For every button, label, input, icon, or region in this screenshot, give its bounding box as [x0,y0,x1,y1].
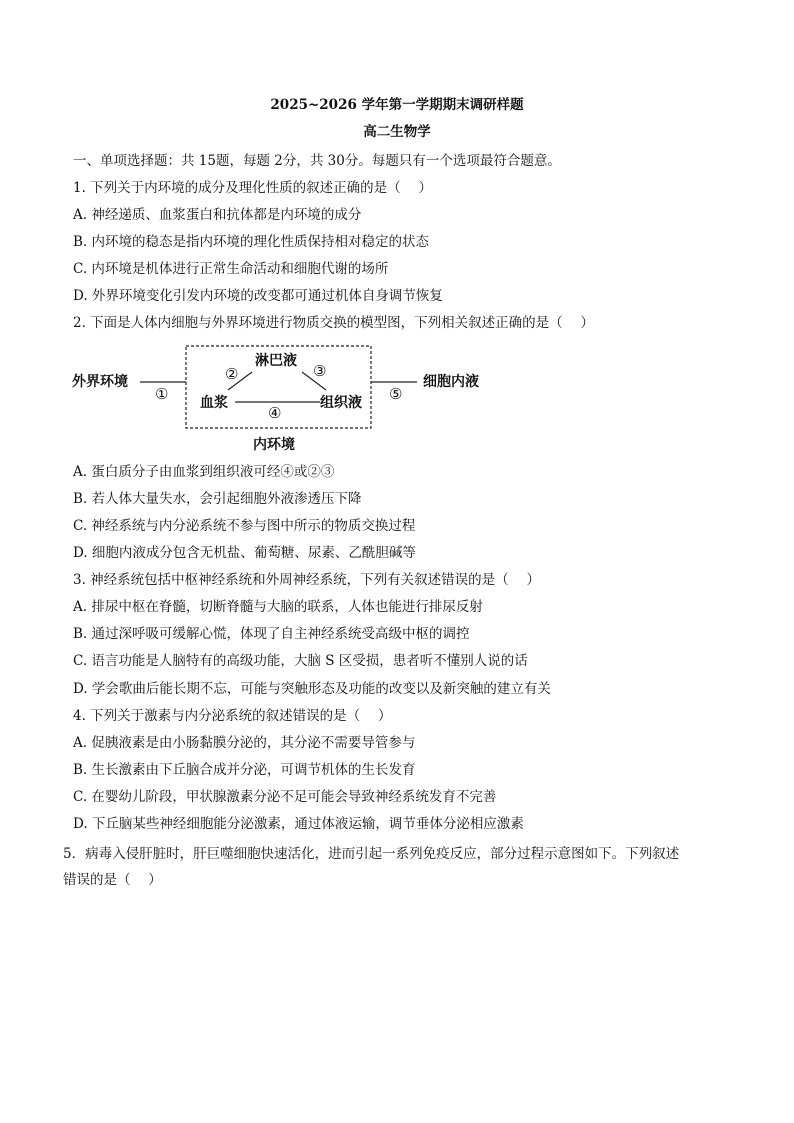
question-1-stem: 1. 下列关于内环境的成分及理化性质的叙述正确的是（ ） [73,180,432,196]
section-heading: 一、单项选择题：共 15题，每题 2分，共 30分。每题只有一个选项最符合题意。 [73,153,561,169]
marker-3: ③ [313,362,327,380]
question-3-option-b: B. 通过深呼吸可缓解心慌，体现了自主神经系统受高级中枢的调控 [73,626,470,642]
question-3-option-d: D. 学会歌曲后能长期不忘，可能与突触形态及功能的改变以及新突触的建立有关 [73,681,551,697]
question-1-option-d: D. 外界环境变化引发内环境的改变都可通过机体自身调节恢复 [73,288,443,304]
question-5-stem-line-1: 5．病毒入侵肝脏时，肝巨噬细胞快速活化，进而引起一系列免疫反应，部分过程示意图如下。下列叙述 [63,846,680,862]
question-1-option-c: C. 内环境是机体进行正常生命活动和细胞代谢的场所 [73,261,389,277]
question-2-option-b: B. 若人体大量失水，会引起细胞外液渗透压下降 [73,491,362,507]
marker-4: ④ [268,404,282,422]
question-2-stem: 2. 下面是人体内细胞与外界环境进行物质交换的模型图，下列相关叙述正确的是（ ） [73,315,594,331]
question-4-stem: 4. 下列关于激素与内分泌系统的叙述错误的是（ ） [73,708,392,724]
label-internal-environment: 内环境 [253,437,295,453]
question-3-stem: 3. 神经系统包括中枢神经系统和外周神经系统，下列有关叙述错误的是（ ） [73,572,540,588]
marker-5: ⑤ [389,385,403,403]
question-4-option-c: C. 在婴幼儿阶段，甲状腺激素分泌不足可能会导致神经系统发育不完善 [73,789,497,805]
question-4-option-d: D. 下丘脑某些神经细胞能分泌激素，通过体液运输，调节垂体分泌相应激素 [73,816,524,832]
label-tissue-fluid: 组织液 [320,395,362,411]
question-3-option-c: C. 语言功能是人脑特有的高级功能，大脑 S 区受损，患者听不懂别人说的话 [73,653,528,669]
label-external-environment: 外界环境 [72,374,128,390]
label-intracellular-fluid: 细胞内液 [423,374,479,390]
label-plasma: 血浆 [200,395,228,411]
question-1-option-a: A. 神经递质、血浆蛋白和抗体都是内环境的成分 [73,207,362,223]
question-2-option-c: C. 神经系统与内分泌系统不参与图中所示的物质交换过程 [73,518,416,534]
question-2-option-d: D. 细胞内液成分包含无机盐、葡萄糖、尿素、乙酰胆碱等 [73,545,416,561]
subject-title: 高二生物学 [363,124,431,140]
marker-2: ② [225,365,239,383]
question-5-stem-line-2: 错误的是（ ） [63,872,162,888]
question-2-option-a: A. 蛋白质分子由血浆到组织液可经④或②③ [73,464,335,480]
marker-1: ① [155,385,169,403]
question-3-option-a: A. 排尿中枢在脊髓，切断脊髓与大脑的联系，人体也能进行排尿反射 [73,599,483,615]
label-lymph: 淋巴液 [255,353,297,369]
question-1-option-b: B. 内环境的稳态是指内环境的理化性质保持相对稳定的状态 [73,234,430,250]
question-4-option-a: A. 促胰液素是由小肠黏膜分泌的，其分泌不需要导管参与 [73,735,416,751]
question-4-option-b: B. 生长激素由下丘脑合成并分泌，可调节机体的生长发育 [73,762,416,778]
exam-title: 2025~2026 学年第一学期期末调研样题 [270,97,524,113]
internal-environment-diagram [70,340,510,458]
